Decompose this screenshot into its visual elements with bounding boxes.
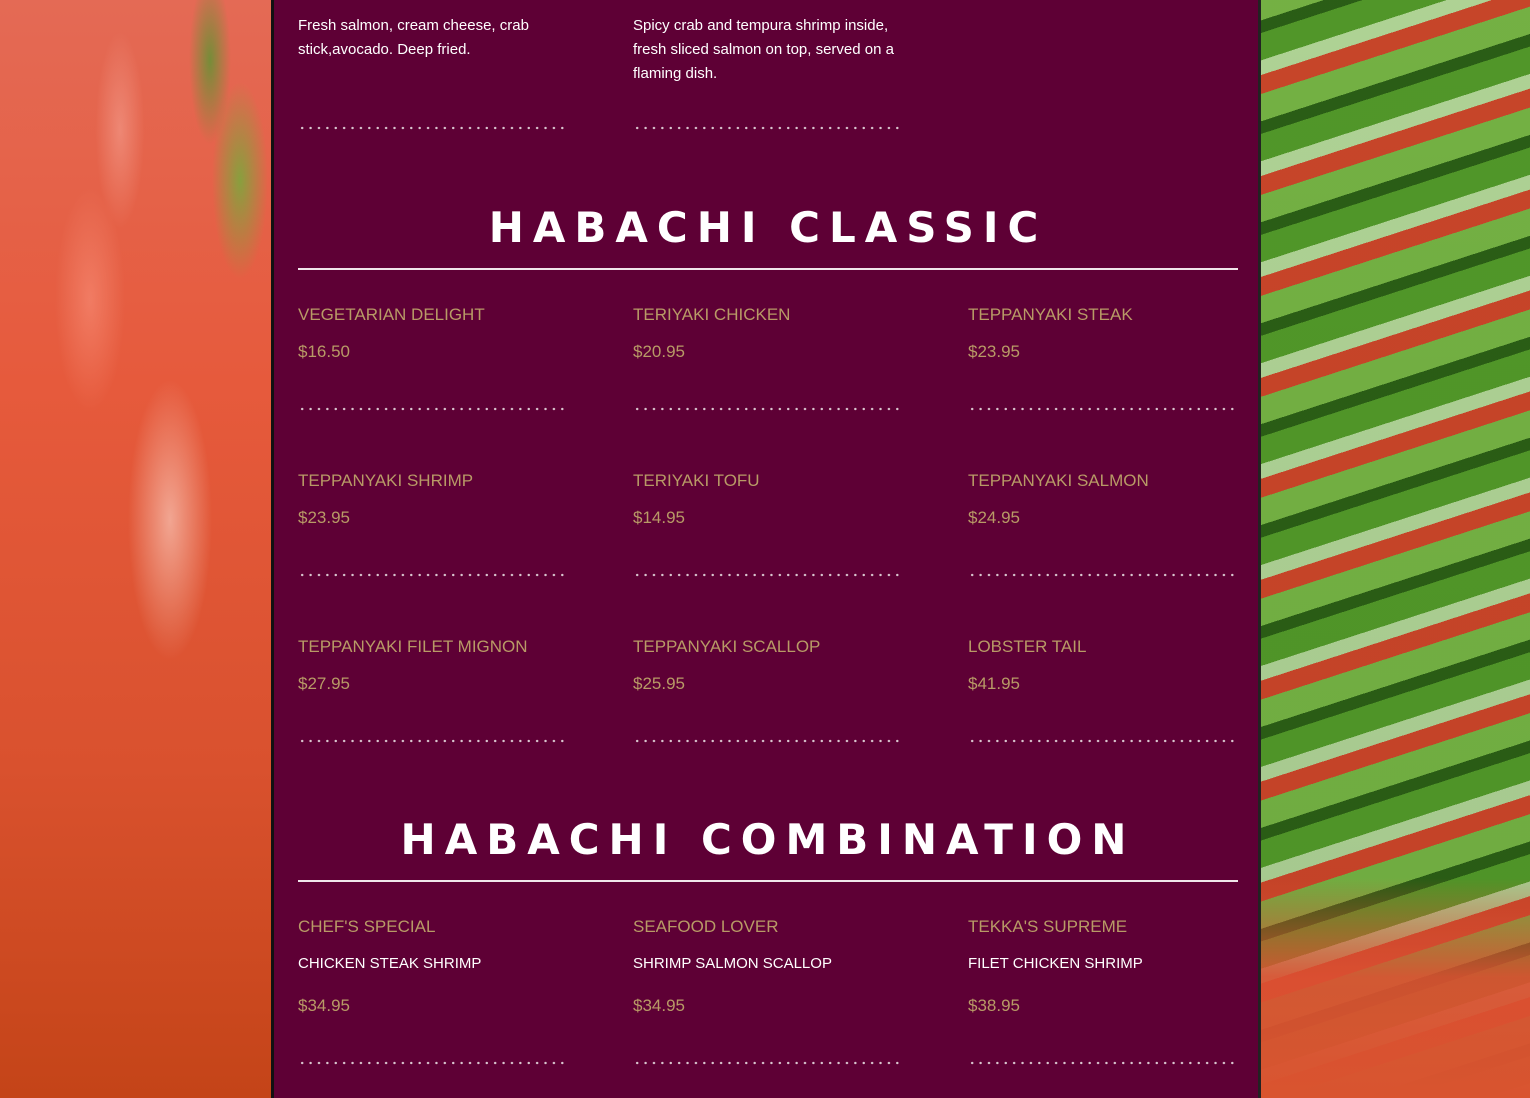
item-description: Spicy crab and tempura shrimp inside, fresh sliced salmon on top, served on a flaming dish. [633, 17, 894, 82]
section-title-habachi-classic: HABACHI CLASSIC [488, 203, 1048, 252]
item-price: $14.95 [633, 508, 685, 527]
item-price: $41.95 [968, 674, 1020, 693]
item-description: Fresh salmon, cream cheese, crab stick,avocado. Deep fried. [298, 17, 529, 58]
section-rule [298, 880, 1238, 882]
dotted-divider [298, 126, 568, 130]
dotted-divider [968, 573, 1238, 577]
section-title-habachi-combination: HABACHI COMBINATION [400, 815, 1136, 864]
item-subtitle: FILET CHICKEN SHRIMP [968, 955, 1143, 972]
dotted-divider [633, 739, 903, 743]
dotted-divider [298, 739, 568, 743]
menu-item-top-2 [633, 14, 903, 86]
dotted-divider [633, 1061, 903, 1065]
item-price: $23.95 [298, 508, 350, 527]
item-price: $20.95 [633, 342, 685, 361]
dotted-divider [633, 573, 903, 577]
item-name: TEPPANYAKI SALMON [968, 471, 1149, 490]
item-name: LOBSTER TAIL [968, 637, 1087, 656]
dotted-divider [968, 407, 1238, 411]
dotted-divider [968, 1061, 1238, 1065]
item-name: TEPPANYAKI SHRIMP [298, 471, 474, 490]
menu-content [298, 0, 1238, 1098]
dotted-divider [298, 407, 568, 411]
dotted-divider [298, 573, 568, 577]
item-price: $23.95 [968, 342, 1020, 361]
item-price: $27.95 [298, 674, 350, 693]
item-subtitle: SHRIMP SALMON SCALLOP [633, 955, 832, 972]
section-rule [298, 268, 1238, 270]
item-price: $24.95 [968, 508, 1020, 527]
item-name: SEAFOOD LOVER [633, 917, 779, 936]
item-price: $25.95 [633, 674, 685, 693]
item-price: $16.50 [298, 342, 350, 361]
menu-panel [274, 0, 1258, 1098]
menu-item-top-1 [298, 14, 568, 62]
dotted-divider [968, 739, 1238, 743]
item-name: TEPPANYAKI STEAK [968, 305, 1133, 324]
dotted-divider [633, 126, 903, 130]
background-photo-left [0, 0, 276, 1098]
item-subtitle: CHICKEN STEAK SHRIMP [298, 955, 482, 972]
item-price: $34.95 [298, 996, 350, 1015]
item-name: TEPPANYAKI FILET MIGNON [298, 637, 528, 656]
item-name: TERIYAKI CHICKEN [633, 305, 791, 324]
dotted-divider [298, 1061, 568, 1065]
item-name: VEGETARIAN DELIGHT [298, 305, 485, 324]
dotted-divider [633, 407, 903, 411]
item-name: TERIYAKI TOFU [633, 471, 760, 490]
item-name: TEKKA'S SUPREME [968, 917, 1128, 936]
background-photo-right [1256, 0, 1530, 1098]
item-price: $38.95 [968, 996, 1020, 1015]
item-price: $34.95 [633, 996, 685, 1015]
item-name: TEPPANYAKI SCALLOP [633, 637, 821, 656]
item-name: CHEF'S SPECIAL [298, 917, 436, 936]
